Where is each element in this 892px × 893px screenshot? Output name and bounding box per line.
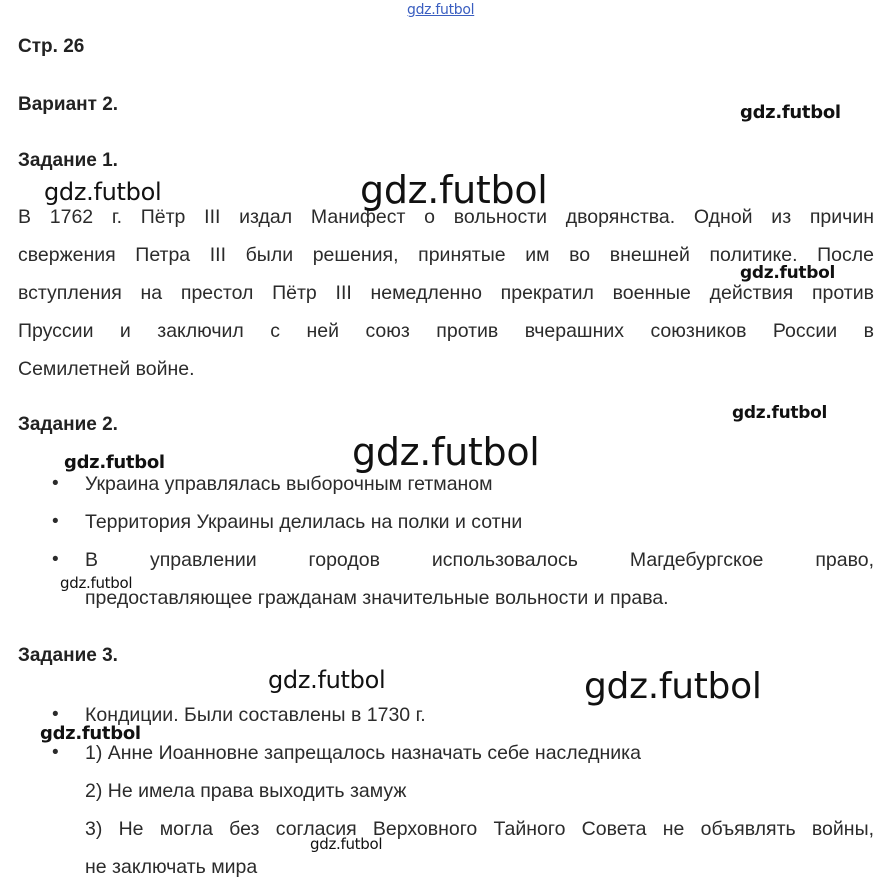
task1-line: свержения Петра III были решения, принятые им во внешней политике. После — [18, 244, 874, 266]
bullet-icon: • — [52, 704, 59, 725]
list-item-text: В управлении городов использовалось Магдебургское право, — [85, 549, 874, 571]
watermark: gdz.futbol — [584, 666, 762, 707]
task3-heading: Задание 3. — [18, 645, 118, 666]
list-item-text: 1) Анне Иоанновне запрещалось назначать себе наследника — [85, 742, 641, 764]
watermark: gdz.futbol — [40, 723, 141, 744]
list-item-text: Территория Украины делилась на полки и сотни — [85, 511, 523, 533]
watermark: gdz.futbol — [44, 178, 162, 206]
page-label: Стр. 26 — [18, 36, 85, 57]
bullet-icon: • — [52, 511, 59, 532]
list-item — [52, 541, 874, 617]
task2-list — [52, 465, 874, 617]
task1-line: Семилетней войне. — [18, 358, 195, 380]
watermark: gdz.futbol — [740, 263, 835, 283]
watermark: gdz.futbol — [352, 430, 540, 474]
list-item-text: не заключать мира — [85, 856, 258, 878]
task1-line: В 1762 г. Пётр III издал Манифест о вольности дворянства. Одной из причин — [18, 206, 874, 228]
watermark: gdz.futbol — [732, 403, 827, 423]
list-item-text: Украина управлялась выборочным гетманом — [85, 473, 493, 495]
list-item — [52, 734, 874, 886]
watermark: gdz.futbol — [64, 452, 165, 473]
watermark: gdz.futbol — [268, 666, 386, 694]
bullet-icon: • — [52, 742, 59, 763]
task1-heading: Задание 1. — [18, 150, 118, 171]
bullet-icon: • — [52, 549, 59, 570]
task2-heading: Задание 2. — [18, 414, 118, 435]
watermark: gdz.futbol — [310, 835, 383, 853]
list-item — [52, 503, 874, 541]
list-item-text: Кондиции. Были составлены в 1730 г. — [85, 704, 426, 726]
task1-line: вступления на престол Пётр III немедленно прекратил военные действия против — [18, 282, 874, 304]
list-item-text: 2) Не имела права выходить замуж — [85, 780, 407, 802]
watermark: gdz.futbol — [360, 168, 548, 212]
task1-line: Пруссии и заключил с ней союз против вчерашних союзников России в — [18, 320, 874, 342]
variant-heading: Вариант 2. — [18, 94, 119, 115]
watermark: gdz.futbol — [60, 574, 133, 592]
bullet-icon: • — [52, 473, 59, 494]
header-watermark-link[interactable]: gdz.futbol — [407, 2, 475, 18]
watermark: gdz.futbol — [740, 102, 841, 123]
task1-paragraph — [18, 198, 874, 388]
list-item-text: 3) Не могла без согласия Верховного Тайного Совета не объявлять войны, — [85, 818, 874, 840]
list-item-text: предоставляющее гражданам значительные вольности и права. — [85, 587, 669, 609]
task3-list — [52, 696, 874, 886]
